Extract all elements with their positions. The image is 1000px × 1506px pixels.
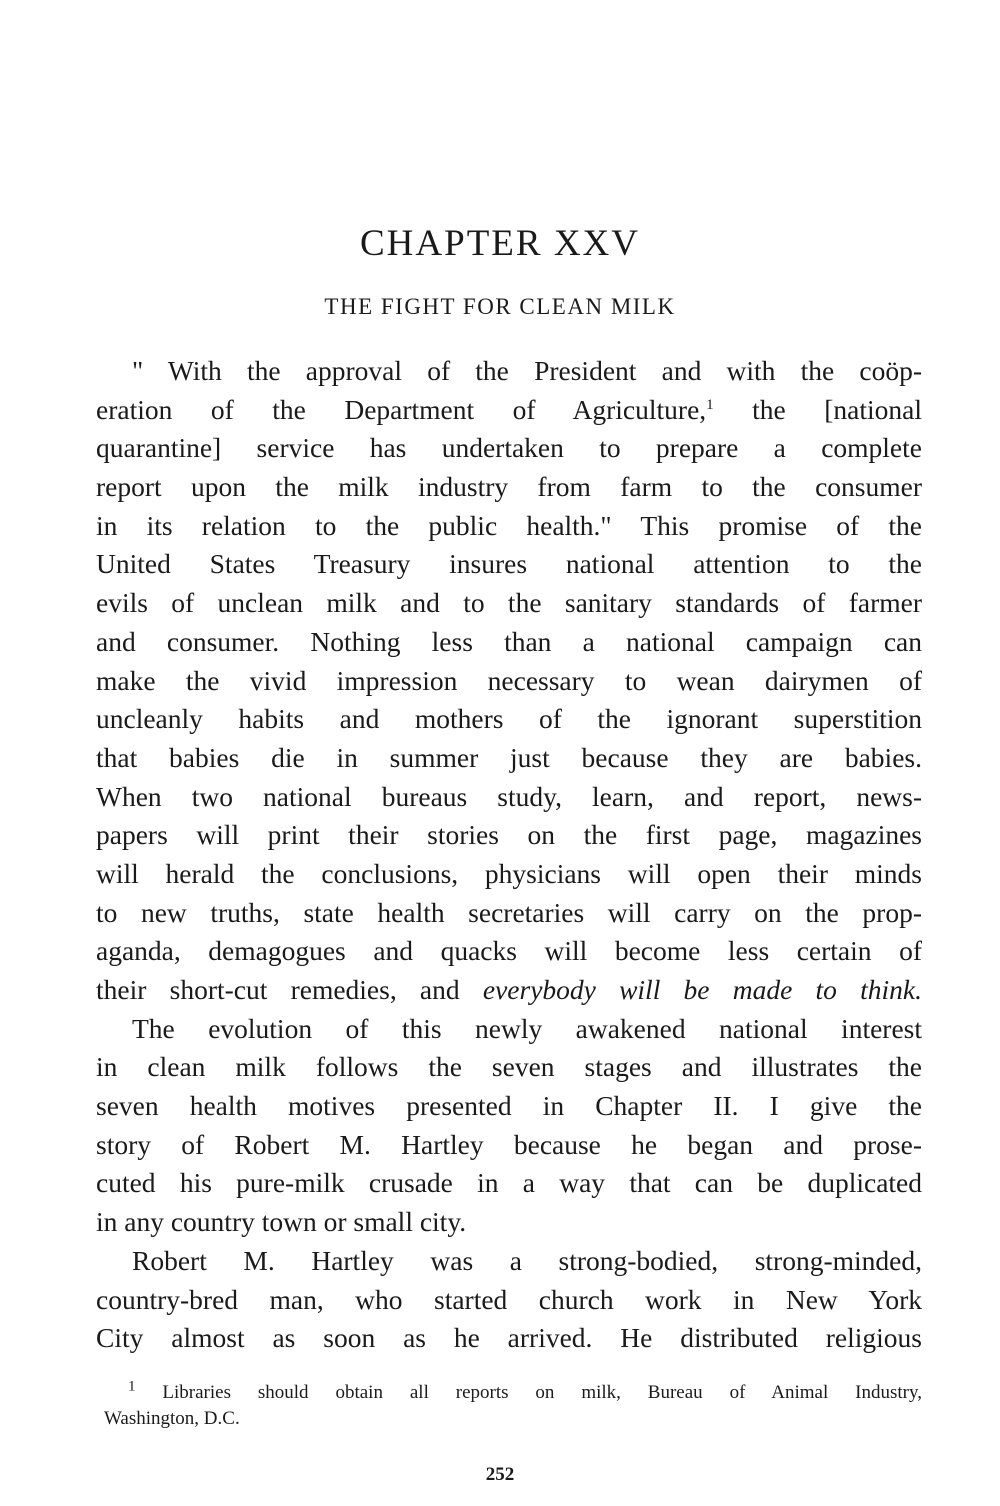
text-line: When two national bureaus study, learn, and report, news-: [96, 780, 922, 812]
text-line: " With the approval of the President and with the coöp-: [132, 355, 922, 386]
text-line: The evolution of this newly awakened national interest: [132, 1012, 922, 1044]
text-line: report upon the milk industry from farm to the consumer: [96, 471, 922, 503]
footnote-mark: 1: [128, 1378, 136, 1395]
footnote-line: Washington, D.C.: [104, 1408, 240, 1429]
text-line: make the vivid impression necessary to wean dairymen of: [96, 664, 922, 696]
text-fragment: eration of the Department of Agriculture,: [96, 393, 707, 425]
text-line: in its relation to the public health." This promise of the: [96, 509, 922, 541]
text-line: uncleanly habits and mothers of the ignorant superstition: [96, 703, 922, 735]
chapter-subtitle: THE FIGHT FOR CLEAN MILK: [324, 294, 676, 319]
text-line: that babies die in summer just because they are babies.: [96, 741, 922, 773]
text-line: will herald the conclusions, physicians will open their minds: [96, 857, 922, 889]
text-line: evils of unclean milk and to the sanitary standards of farmer: [96, 587, 922, 619]
text-line: papers will print their stories on the first page, magazines: [96, 819, 922, 851]
text-line: story of Robert M. Hartley because he began and prose-: [96, 1128, 922, 1160]
text-line: seven health motives presented in Chapter II. I give the: [96, 1090, 922, 1122]
body-text: [96, 352, 922, 1358]
footnote: [104, 1380, 922, 1432]
text-line: City almost as soon as he arrived. He distributed religious: [96, 1322, 922, 1354]
emphasized-text: everybody will be made to think.: [482, 974, 922, 1005]
text-line: quarantine] service has undertaken to prepare a complete: [96, 432, 922, 464]
chapter-title: CHAPTER XXV: [360, 223, 640, 264]
text-line: and consumer. Nothing less than a national campaign can: [96, 625, 922, 657]
text-line: in clean milk follows the seven stages and illustrates the: [96, 1051, 922, 1083]
text-line: [96, 391, 922, 430]
footnote-line: [104, 1380, 922, 1406]
text-line: country-bred man, who started church work in New York: [96, 1283, 922, 1315]
text-line: [96, 971, 922, 1010]
footnote-reference: 1: [706, 396, 714, 413]
text-fragment: their short-cut remedies, and: [96, 974, 460, 1005]
text-line: United States Treasury insures national attention to the: [96, 548, 922, 580]
text-line: in any country town or small city.: [96, 1206, 467, 1238]
text-line: Robert M. Hartley was a strong-bodied, strong-minded,: [132, 1244, 922, 1276]
page-number: 252: [485, 1464, 515, 1485]
text-line: aganda, demagogues and quacks will become less certain of: [96, 935, 922, 967]
text-line: to new truths, state health secretaries will carry on the prop-: [96, 896, 922, 928]
text-line: cuted his pure-milk crusade in a way that can be duplicated: [96, 1167, 922, 1199]
footnote-text: Libraries should obtain all reports on milk, Bureau of Animal Industry,: [135, 1382, 922, 1403]
text-fragment: the [national: [713, 393, 922, 425]
